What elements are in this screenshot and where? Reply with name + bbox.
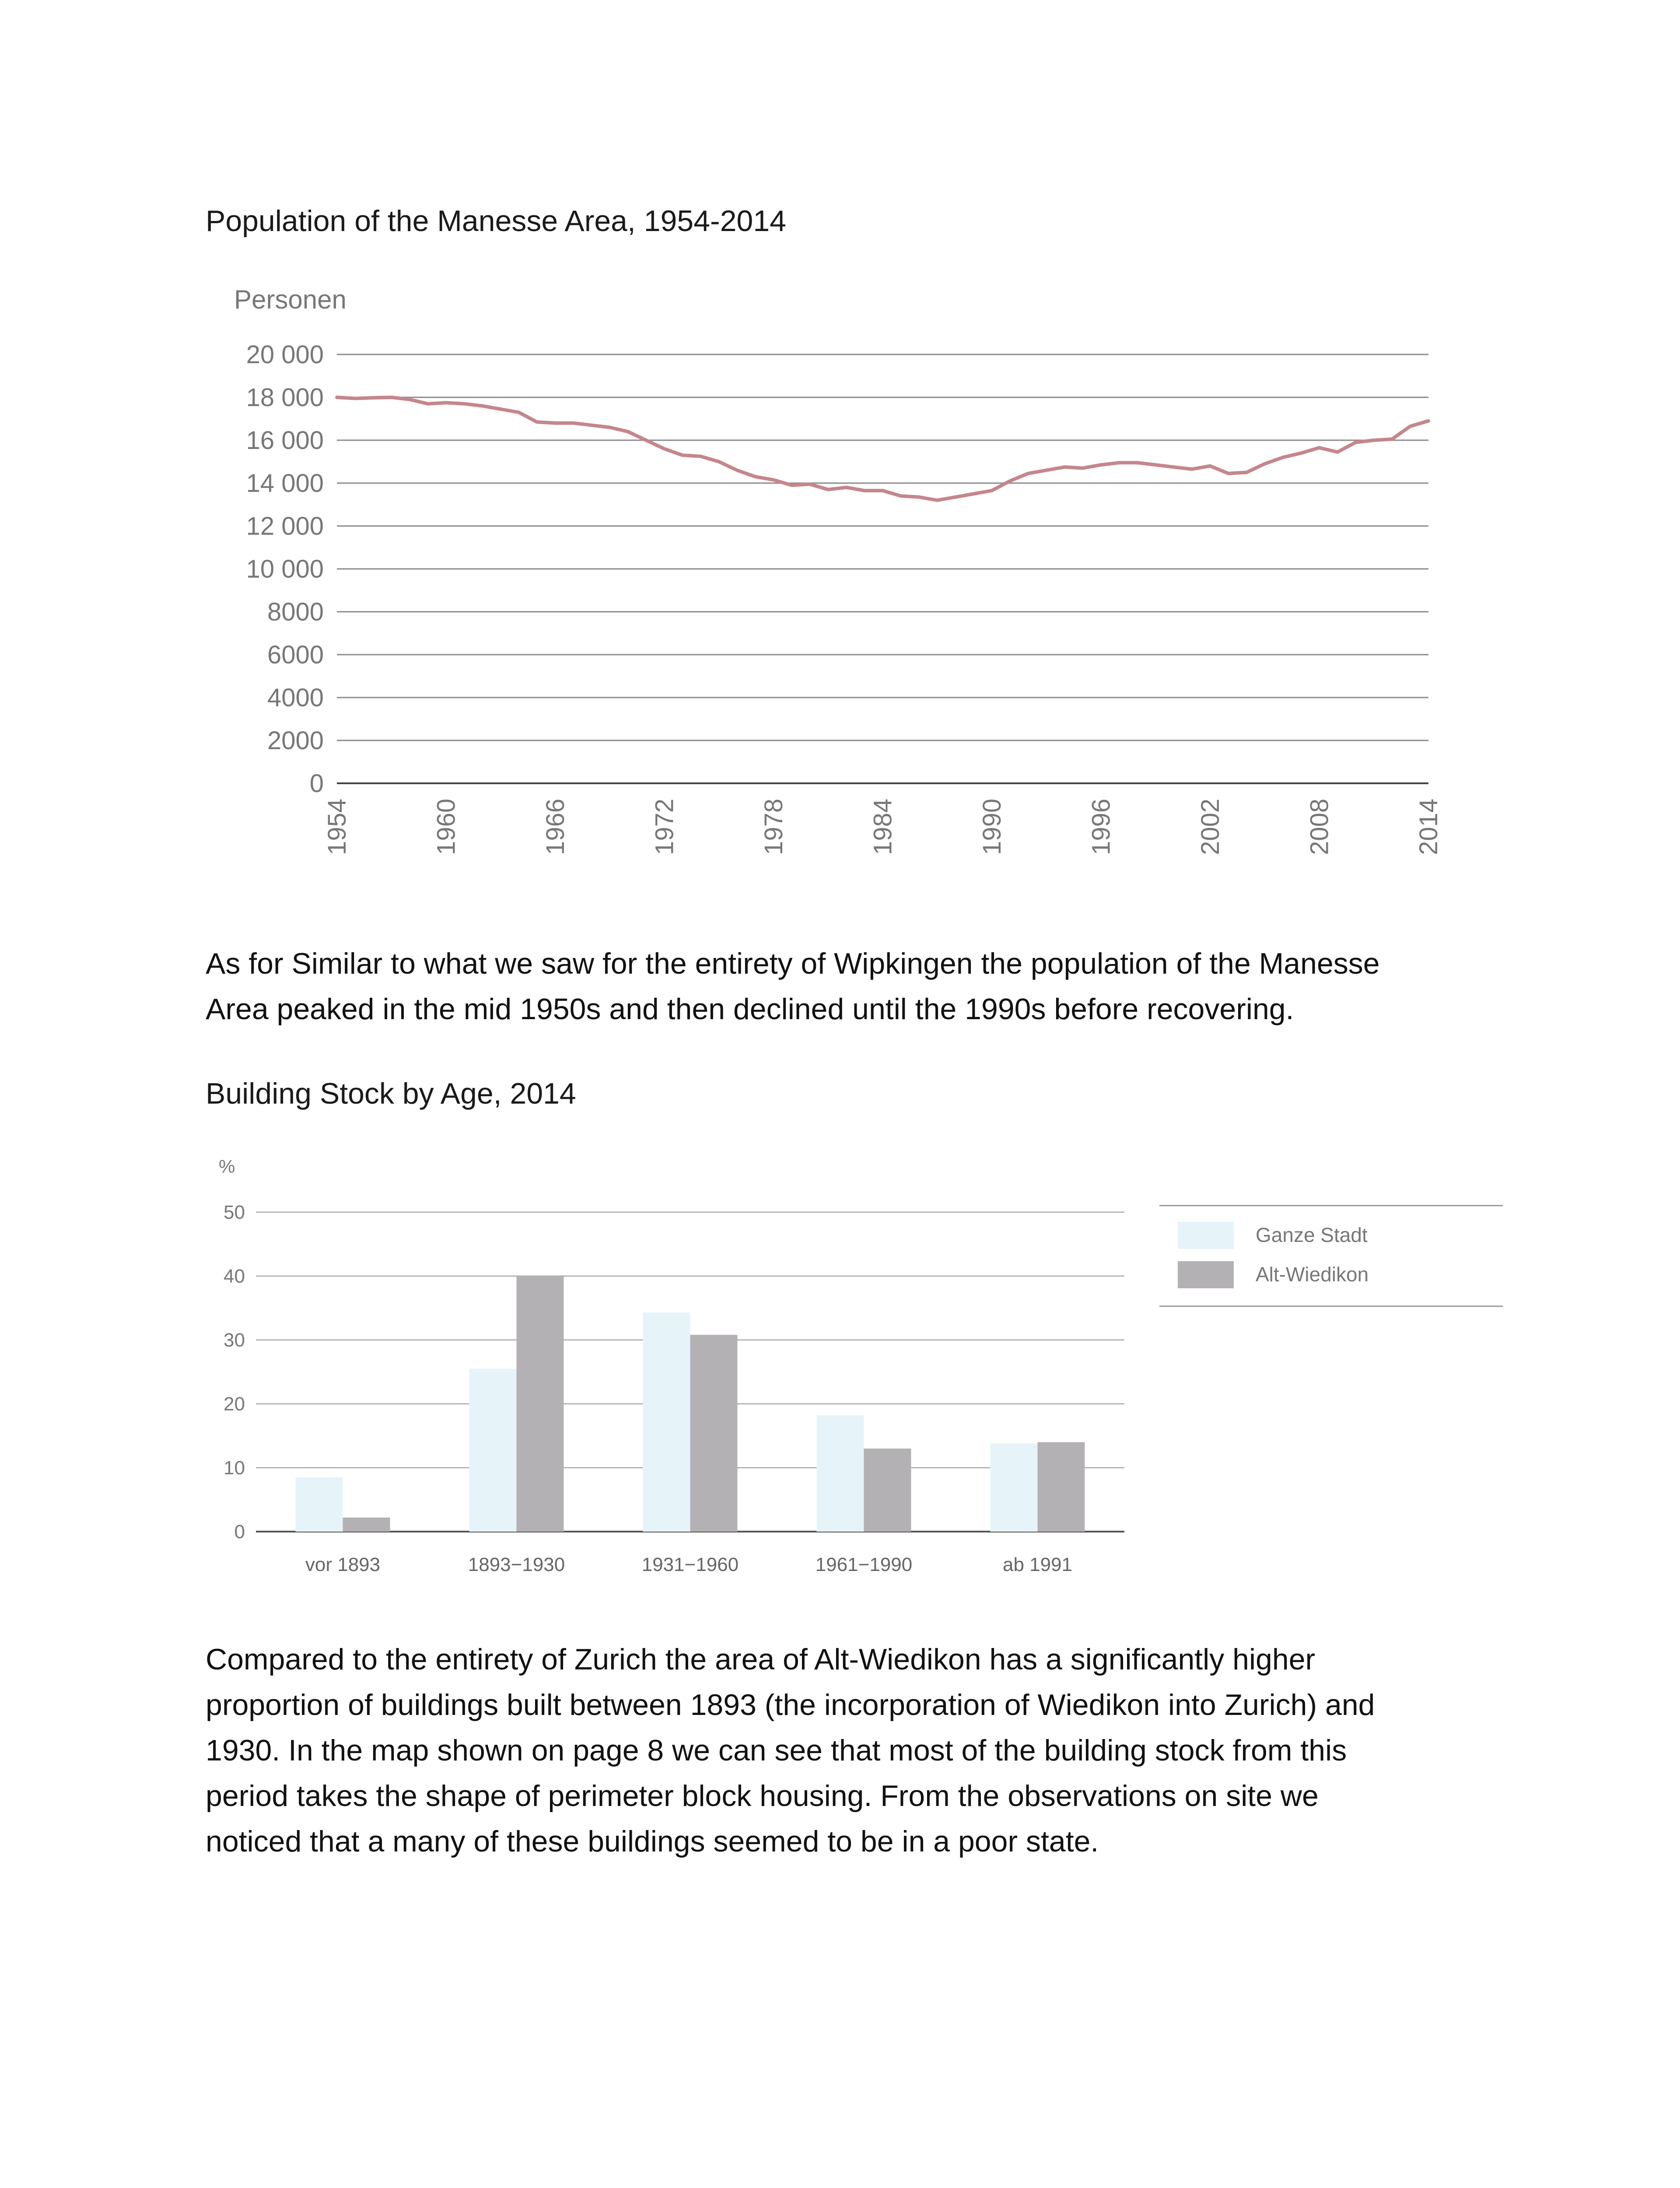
bar-alt-wiedikon: [690, 1335, 738, 1532]
bar-ganze-stadt: [990, 1444, 1038, 1532]
bar-ganze-stadt: [643, 1312, 690, 1532]
chart2-title: Building Stock by Age, 2014: [206, 1077, 576, 1110]
paragraph-line: noticed that a many of these buildings seemed to be in a poor state.: [206, 1825, 1099, 1858]
y-tick-label: 40: [224, 1266, 245, 1287]
y-tick-label: 10: [224, 1457, 245, 1479]
paragraph-building-stock: [206, 1637, 1375, 1864]
x-tick-label: 1978: [760, 799, 788, 856]
bar-alt-wiedikon: [343, 1518, 390, 1532]
bar-alt-wiedikon: [864, 1448, 911, 1532]
bar-ganze-stadt: [817, 1415, 864, 1532]
x-tick-label: 1990: [978, 799, 1006, 856]
y-tick-label: 20: [224, 1393, 245, 1415]
legend-swatch: [1178, 1261, 1234, 1288]
y-tick-label: 30: [224, 1329, 245, 1351]
x-tick-label: 1954: [323, 799, 351, 856]
x-tick-label: 1972: [650, 799, 679, 856]
bar-ganze-stadt: [296, 1477, 343, 1532]
x-category-label: 1961−1990: [815, 1554, 913, 1575]
y-tick-label: 8000: [267, 598, 324, 626]
paragraph-population: [206, 941, 1380, 1032]
legend-label: Ganze Stadt: [1256, 1224, 1368, 1246]
y-tick-label: 14 000: [246, 469, 324, 498]
y-tick-label: 6000: [267, 641, 324, 669]
y-tick-label: 16 000: [246, 426, 324, 455]
y-tick-label: 2000: [267, 726, 324, 755]
y-axis-label: Personen: [234, 285, 346, 314]
y-tick-label: 12 000: [246, 512, 324, 540]
building-stock-bar-chart: [206, 1147, 1505, 1597]
legend-swatch: [1178, 1222, 1234, 1249]
x-tick-label: 2008: [1305, 799, 1334, 856]
population-series-line: [337, 397, 1428, 500]
x-tick-label: 1960: [432, 799, 461, 856]
paragraph-line: period takes the shape of perimeter block housing. From the observations on site we: [206, 1779, 1319, 1813]
paragraph-line: Compared to the entirety of Zurich the area of Alt-Wiedikon has a significantly higher: [206, 1643, 1316, 1676]
bar-alt-wiedikon: [1038, 1442, 1085, 1532]
x-category-label: 1893−1930: [468, 1554, 565, 1575]
x-category-label: vor 1893: [305, 1554, 381, 1575]
y-tick-label: 10 000: [246, 555, 324, 583]
paragraph-line: proportion of buildings built between 1893 (the incorporation of Wiedikon into Zurich) and: [206, 1688, 1375, 1722]
y-tick-label: 0: [234, 1521, 245, 1543]
bar-alt-wiedikon: [517, 1276, 564, 1532]
population-line-chart: [206, 280, 1444, 893]
y-tick-label: 50: [224, 1202, 245, 1223]
paragraph-line: As for Similar to what we saw for the entirety of Wipkingen the population of the Manesse: [206, 947, 1380, 980]
legend-label: Alt-Wiedikon: [1256, 1263, 1369, 1286]
y-tick-label: 20 000: [246, 340, 324, 369]
y-tick-label: 0: [309, 769, 324, 798]
x-tick-label: 2014: [1414, 799, 1443, 856]
x-tick-label: 1984: [868, 799, 897, 856]
x-category-label: ab 1991: [1002, 1554, 1073, 1575]
paragraph-line: 1930. In the map shown on page 8 we can see that most of the building stock from this: [206, 1734, 1347, 1767]
paragraph-line: Area peaked in the mid 1950s and then declined until the 1990s before recovering.: [206, 992, 1294, 1026]
y-axis-label: %: [219, 1156, 235, 1177]
x-tick-label: 1966: [541, 799, 570, 856]
chart1-title: Population of the Manesse Area, 1954-2014: [206, 204, 786, 238]
x-category-label: 1931−1960: [641, 1554, 739, 1575]
bar-ganze-stadt: [469, 1369, 517, 1532]
y-tick-label: 4000: [267, 684, 324, 712]
x-tick-label: 1996: [1087, 799, 1116, 856]
x-tick-label: 2002: [1196, 799, 1225, 856]
y-tick-label: 18 000: [246, 383, 324, 412]
